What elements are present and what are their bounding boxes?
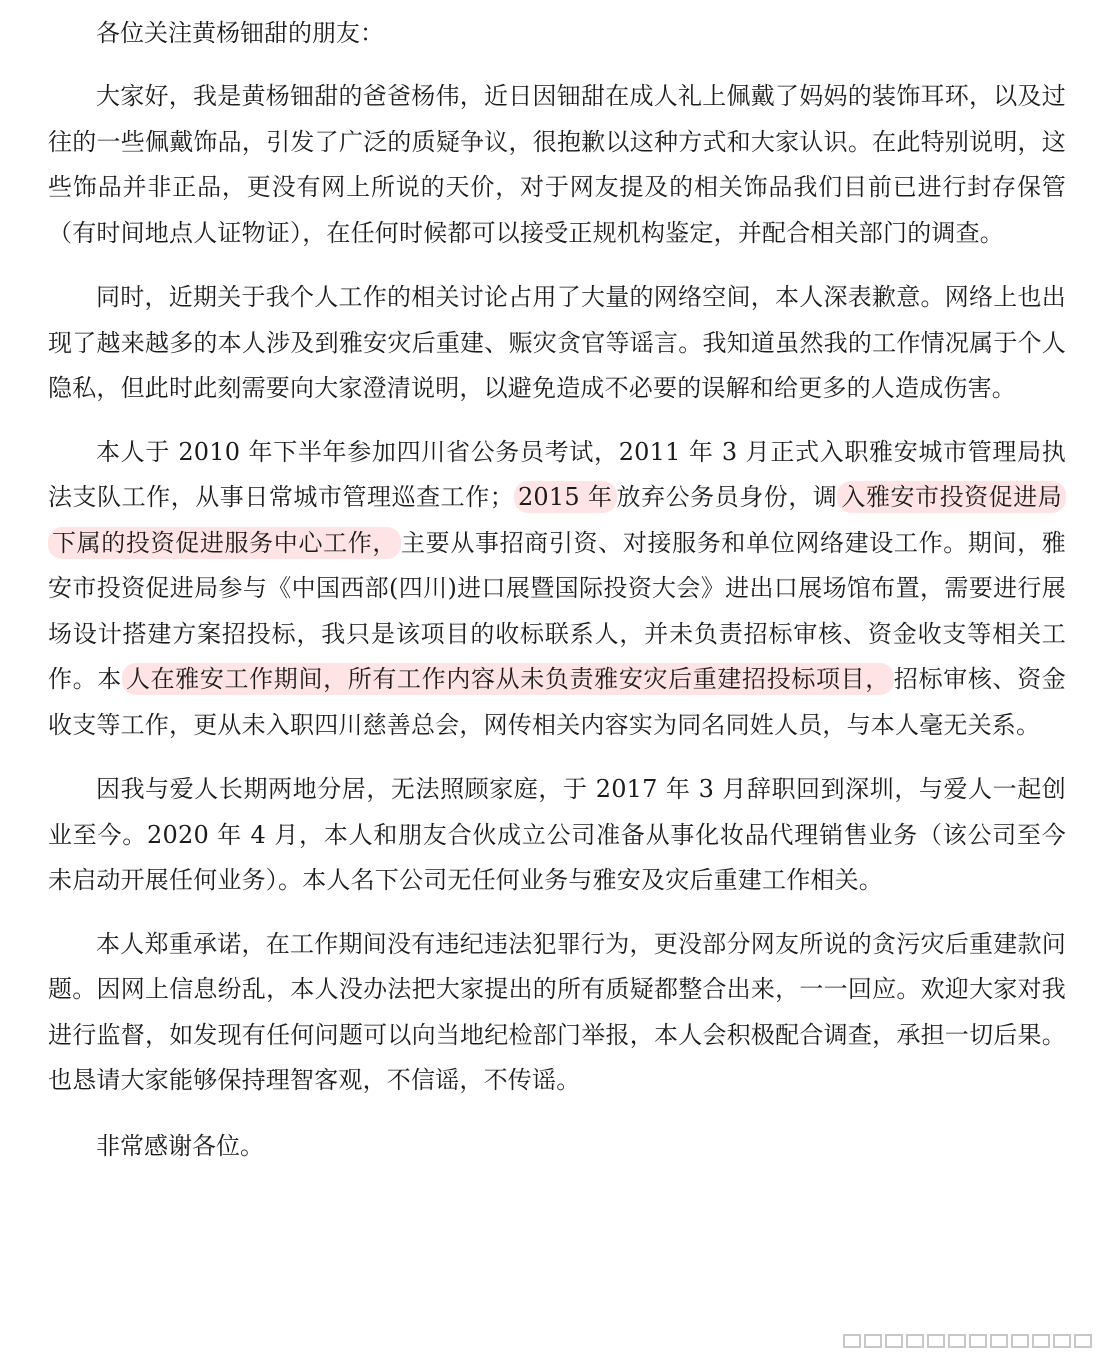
watermark-box-icon — [864, 1334, 882, 1348]
paragraph-intro: 大家好，我是黄杨钿甜的爸爸杨伟，近日因钿甜在成人礼上佩戴了妈妈的装饰耳环，以及过往的一些佩戴饰品，引发了广泛的质疑争议，很抱歉以这种方式和大家认识。在此特别说明，这些饰品并非正品，更没有网上所说的天价，对于网友提及的相关饰品我们目前已进行封存保管（有时间地点人证物证），在任何时候都可以接受正规机构鉴定，并配合相关部门的调查。 — [48, 82, 1066, 247]
highlight-2015: 2015 年 — [514, 481, 617, 513]
watermark-box-icon — [969, 1334, 987, 1348]
letter-salutation: 各位关注黄杨钿甜的朋友： — [96, 19, 384, 47]
career-text-4: 招标审核、资金收支等工作，更从未入职四川慈善总会，网传相关内容实为同名同姓人员，与本人毫无关系。 — [48, 665, 1066, 739]
watermark-box-icon — [1011, 1334, 1029, 1348]
watermark-box-icon — [1032, 1334, 1050, 1348]
paragraph-commitment: 本人郑重承诺，在工作期间没有违纪违法犯罪行为，更没部分网友所说的贪污灾后重建款问题。因网上信息纷乱，本人没办法把大家提出的所有质疑都整合出来，一一回应。欢迎大家对我进行监督，如发现有任何问题可以向当地纪检部门举报，本人会积极配合调查，承担一切后果。也恳请大家能够保持理智客观，不信谣，不传谣。 — [48, 929, 1066, 1094]
watermark-box-icon — [1074, 1334, 1092, 1348]
watermark-box-icon — [990, 1334, 1008, 1348]
watermark-box-icon — [906, 1334, 924, 1348]
watermark-box-icon — [948, 1334, 966, 1348]
letter-document — [48, 10, 1066, 1169]
career-text-1: 本人于 2010 年下半年参加四川省公务员考试，2011 年 3 月正式入职雅安城市管理局执法支队工作，从事日常城市管理巡查工作； — [48, 437, 1066, 511]
watermark-box-icon — [885, 1334, 903, 1348]
watermark-box-icon — [843, 1334, 861, 1348]
career-text-2: 放弃公务员身份，调 — [616, 483, 838, 511]
watermark-box-icon — [1053, 1334, 1071, 1348]
paragraph-resignation: 因我与爱人长期两地分居，无法照顾家庭，于 2017 年 3 月辞职回到深圳，与爱人一起创业至今。2020 年 4 月，本人和朋友合伙成立公司准备从事化妆品代理销售业务（该公司至今未启动开展任何业务）。本人名下公司无任何业务与雅安及灾后重建工作相关。 — [48, 775, 1066, 894]
paragraph-work-discussion: 同时，近期关于我个人工作的相关讨论占用了大量的网络空间，本人深表歉意。网络上也出现了越来越多的本人涉及到雅安灾后重建、赈灾贪官等谣言。我知道虽然我的工作情况属于个人隐私，但此时此刻需要向大家澄清说明，以避免造成不必要的误解和给更多的人造成伤害。 — [48, 283, 1066, 402]
letter-closing: 非常感谢各位。 — [96, 1131, 264, 1160]
career-text-3: 主要从事招商引资、对接服务和单位网络建设工作。期间，雅安市投资促进局参与《中国西部(四川)进口展暨国际投资大会》进出口展场馆布置，需要进行展场设计搭建方案招投标，我只是该项目的收标联系人，并未负责招标审核、资金收支等相关工作。本 — [48, 528, 1066, 693]
watermark-icon — [843, 1334, 1092, 1348]
highlight-investment-center: 入雅安市投资促进局下属的投资促进服务中心工作， — [48, 481, 1066, 559]
paragraph-career-history — [48, 430, 1066, 749]
highlight-no-reconstruction: 人在雅安工作期间，所有工作内容从未负责雅安灾后重建招投标项目， — [122, 663, 894, 695]
watermark-box-icon — [927, 1334, 945, 1348]
